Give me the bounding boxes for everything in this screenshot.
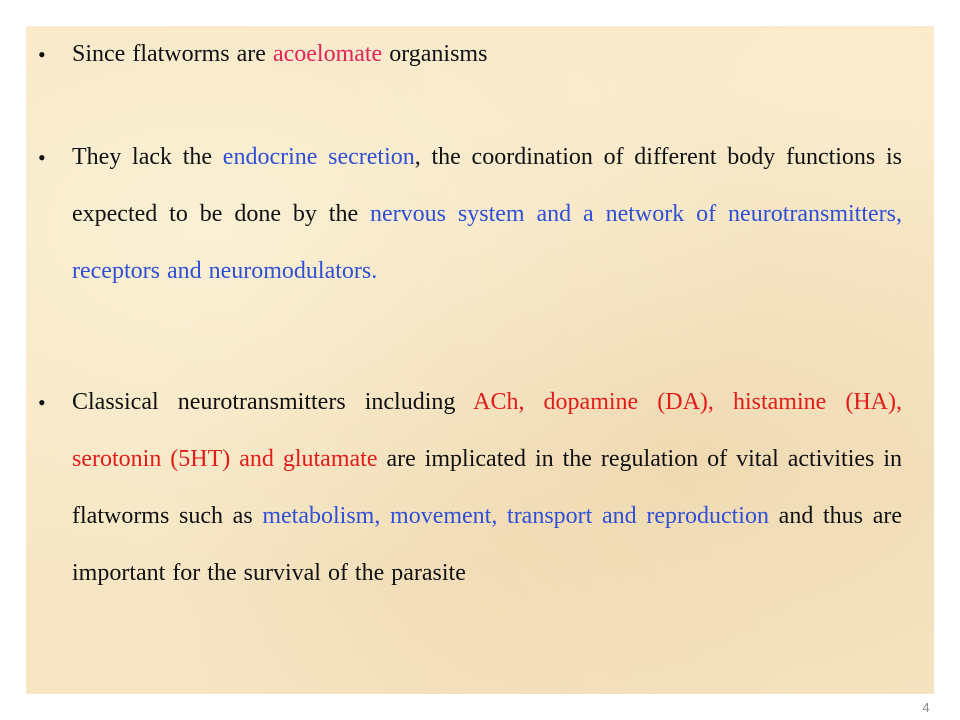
slide — [26, 26, 934, 715]
bullet-item — [38, 26, 918, 83]
text-segment: , the coordination of different body functions is expected to be done by the — [72, 144, 903, 227]
bullet-item — [38, 374, 918, 602]
highlight-term: nervous system and a network of neurotransmitters, receptors and neuromodulators. — [72, 201, 902, 284]
text-segment: They lack the — [72, 144, 223, 170]
page-number: 4 — [922, 700, 930, 715]
bullet-text — [72, 129, 902, 300]
bullet-icon: • — [38, 42, 46, 67]
text-segment: Classical neurotransmitters including — [72, 389, 474, 415]
text-segment: organisms — [382, 41, 488, 67]
text-segment: are implicated in the regulation of vital activities in flatworms such as — [72, 446, 903, 529]
highlight-term: acoelomate — [272, 41, 383, 67]
bullet-item — [38, 129, 918, 300]
text-segment: Since flatworms are — [72, 41, 273, 67]
highlight-term: endocrine secretion — [222, 144, 415, 170]
highlight-term: ACh, dopamine (DA), histamine (HA), serotonin (5HT) and glutamate — [72, 389, 903, 472]
text-segment: and thus are important for the survival of the parasite — [72, 503, 902, 586]
highlight-term: metabolism, movement, transport and reproduction — [262, 503, 769, 529]
bullet-icon: • — [38, 390, 46, 415]
bullet-text — [72, 26, 902, 83]
bullet-icon: • — [38, 145, 46, 170]
bullet-text — [72, 374, 902, 602]
